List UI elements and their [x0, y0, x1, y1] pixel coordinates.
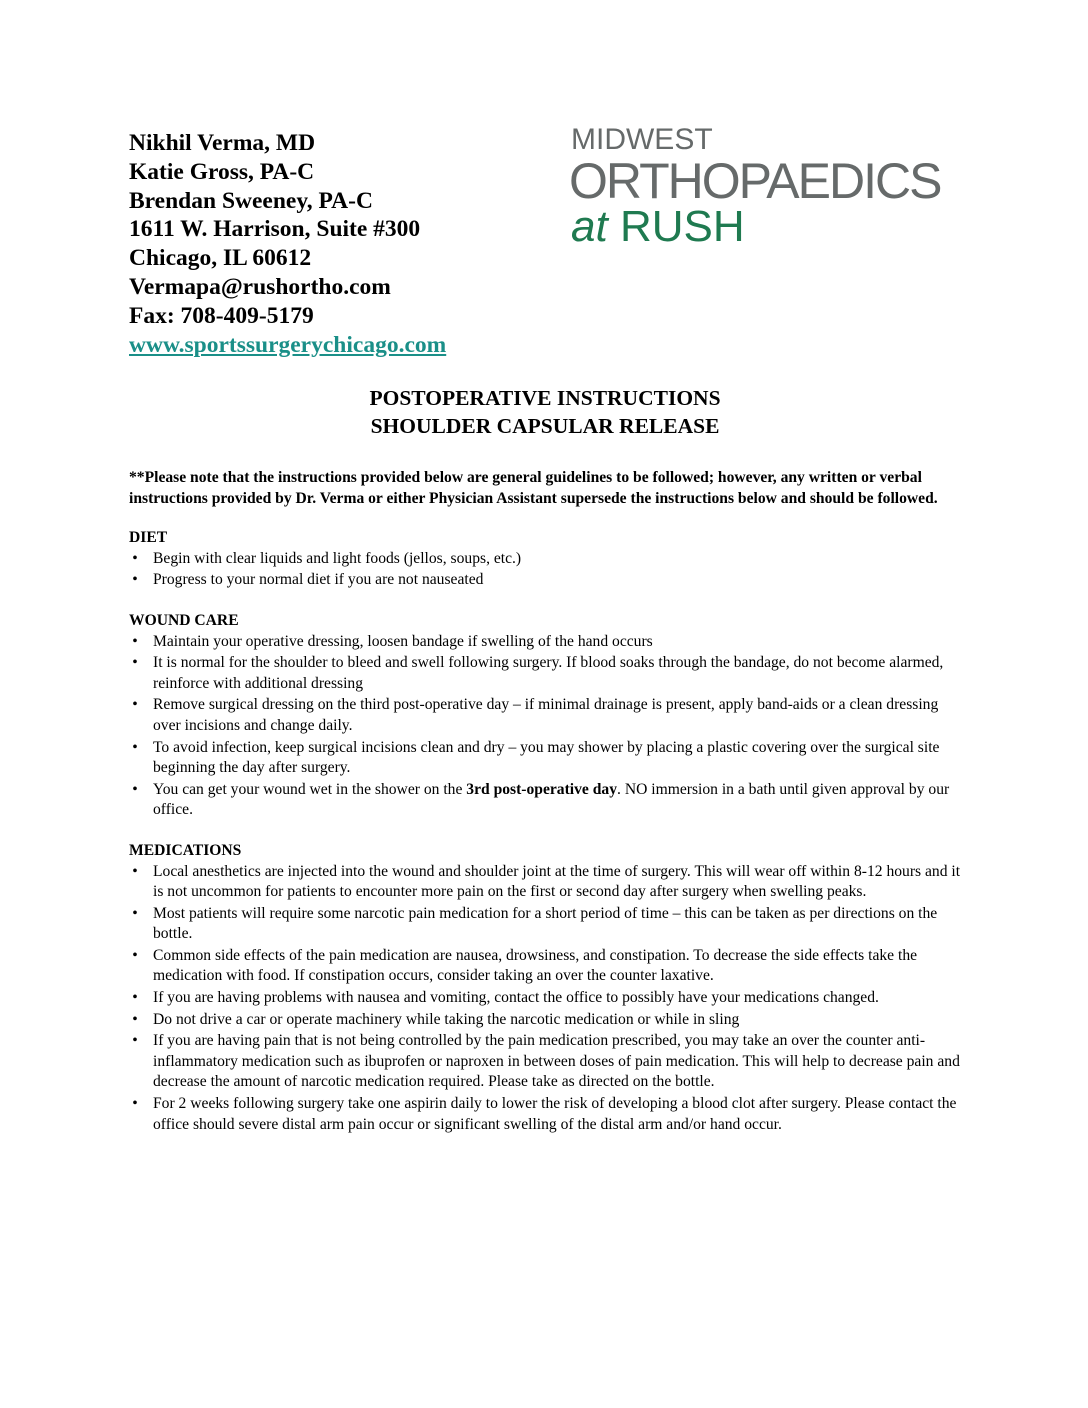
item-text: Do not drive a car or operate machinery while taking the narcotic medication or while in sling: [153, 1010, 740, 1028]
item-text-before: You can get your wound wet in the shower on the: [153, 780, 467, 798]
logo-rush: RUSH: [619, 202, 745, 251]
contact-address: 1611 W. Harrison, Suite #300: [129, 216, 421, 243]
list-item: [129, 904, 961, 945]
document-title: [0, 384, 1088, 440]
logo-line-midwest: MIDWEST: [571, 123, 713, 156]
list-item: [129, 780, 961, 821]
contact-pa-2: Brendan Sweeney, PA-C: [129, 187, 373, 214]
bullet: •: [132, 654, 138, 672]
contact-fax: Fax: 708-409-5179: [129, 302, 314, 329]
contact-email: Vermapa@rushortho.com: [129, 273, 391, 300]
item-text: Progress to your normal diet if you are not nauseated: [153, 571, 484, 589]
item-text-after: . NO immersion in a bath until given approval by our office.: [153, 780, 950, 819]
section-title-wound-care: WOUND CARE: [129, 611, 239, 629]
list-item: [129, 1031, 961, 1093]
list-item: [129, 1094, 961, 1135]
section-title-diet: DIET: [129, 529, 168, 547]
section-title-medications: MEDICATIONS: [129, 841, 242, 859]
list-item: [129, 1010, 961, 1031]
title-line-2: SHOULDER CAPSULAR RELEASE: [370, 414, 720, 438]
logo-line-rush: [571, 202, 940, 252]
item-text: If you are having problems with nausea and vomiting, contact the office to possibly have your medications changed.: [153, 989, 879, 1007]
item-text: If you are having pain that is not being controlled by the pain medication prescribed, you may take an over the counter anti-inflammatory medication such as ibuprofen or naproxen in between doses of pain medication. This will help to decrease pain and decrease the amount of narcotic medication required. Please take as directed on the bottle.: [153, 1032, 960, 1091]
contact-pa-1: Katie Gross, PA-C: [129, 158, 315, 185]
bullet: •: [132, 1032, 138, 1050]
website-link[interactable]: www.sportssurgerychicago.com: [129, 331, 447, 358]
item-text: Common side effects of the pain medication are nausea, drowsiness, and constipation. To decrease the side effects take the medication with food. If constipation occurs, consider taking an over the counter laxative.: [153, 946, 918, 985]
item-text: Begin with clear liquids and light foods (jellos, soups, etc.): [153, 549, 522, 567]
list-item: [129, 549, 961, 570]
guidelines-note: **Please note that the instructions provided below are general guidelines to be followed; however, any written or verbal instructions provided by Dr. Verma or either Physician Assistant supersede the instructions below and should be followed.: [129, 469, 938, 507]
practice-logo: [571, 124, 940, 252]
item-text: To avoid infection, keep surgical incisions clean and dry – you may shower by placing a plastic covering over the surgical site beginning the day after surgery.: [153, 738, 940, 777]
list-item: [129, 632, 961, 653]
item-text: Maintain your operative dressing, loosen bandage if swelling of the hand occurs: [153, 632, 653, 650]
item-text: It is normal for the shoulder to bleed and swell following surgery. If blood soaks through the bandage, do not become alarmed, reinforce with additional dressing: [153, 654, 944, 692]
wound-care-list: [129, 632, 961, 821]
item-text: Local anesthetics are injected into the wound and shoulder joint at the time of surgery. This will wear off within 8-12 hours and it is not uncommon for patients to encounter more pain on the first or second day after surgery when swelling peaks.: [153, 862, 961, 901]
list-item: [129, 862, 961, 903]
bullet: •: [132, 632, 138, 650]
item-text: Remove surgical dressing on the third post-operative day – if minimal drainage is present, apply band-aids or a clean dressing over incisions and change daily.: [153, 696, 939, 734]
item-text: For 2 weeks following surgery take one aspirin daily to lower the risk of developing a blood clot after surgery. Please contact the office should severe distal arm pain occur or significant swelling of the distal arm and/or hand occur.: [153, 1095, 957, 1133]
diet-list: [129, 549, 961, 591]
title-line-1: POSTOPERATIVE INSTRUCTIONS: [369, 386, 721, 410]
contact-city: Chicago, IL 60612: [129, 245, 312, 272]
bullet: •: [132, 989, 138, 1007]
item-text: Most patients will require some narcotic pain medication for a short period of time – this can be taken as per directions on the bottle.: [153, 904, 938, 943]
bullet: •: [132, 946, 138, 964]
contact-name: Nikhil Verma, MD: [129, 130, 316, 156]
instructions-body: [129, 468, 961, 1155]
logo-line-orthopaedics: ORTHOPAEDICS: [569, 153, 941, 209]
bullet: •: [132, 738, 138, 756]
bullet: •: [132, 549, 138, 567]
contact-block: [129, 129, 446, 359]
list-item: [129, 946, 961, 987]
list-item: [129, 653, 961, 694]
item-text-bold: 3rd post-operative day: [466, 780, 618, 798]
bullet: •: [132, 904, 138, 922]
bullet: •: [132, 1095, 138, 1113]
bullet: •: [132, 780, 138, 798]
list-item: [129, 570, 961, 591]
list-item: [129, 988, 961, 1009]
list-item: [129, 695, 961, 736]
bullet: •: [132, 696, 138, 714]
medications-list: [129, 862, 961, 1136]
list-item: [129, 738, 961, 779]
bullet: •: [132, 571, 138, 589]
bullet: •: [132, 862, 138, 880]
bullet: •: [132, 1010, 138, 1028]
logo-at: at: [571, 202, 608, 251]
